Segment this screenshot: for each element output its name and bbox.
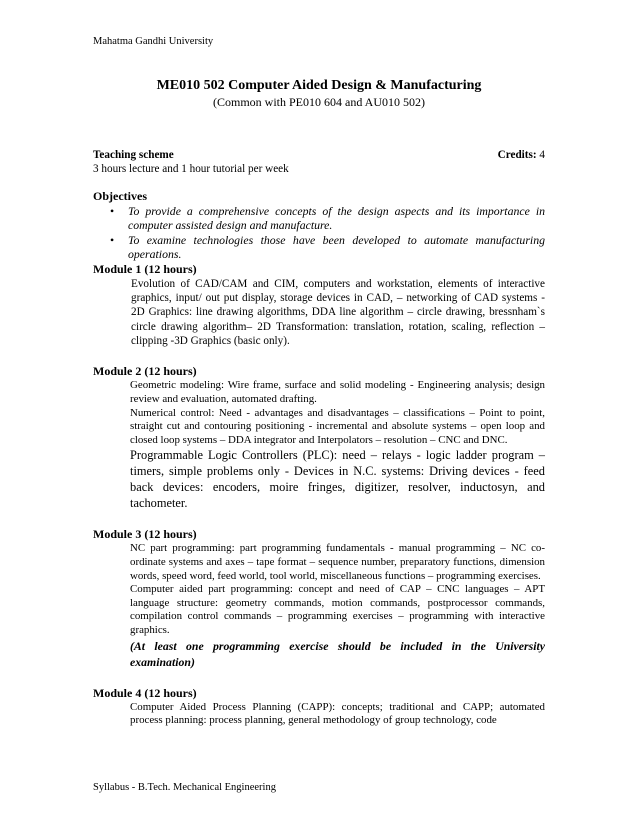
module-2-text-1: Geometric modeling: Wire frame, surface and solid modeling - Engineering analysis; design review and evaluation, automated drafting. [130,379,545,405]
module-3-text-1: NC part programming: part programming fundamentals - manual programming – NC co-ordinate systems and axes – tape format – sequence number, preparatory functions, dimension words, speed word, feed world, tool world, miscellaneous functions – programming exercises. [130,542,545,582]
course-subtitle: (Common with PE010 604 and AU010 502) [213,95,425,109]
bullet-icon: • [110,203,115,218]
module-2-text-2: Numerical control: Need - advantages and disadvantages – classifications – Point to point, straight cut and contouring positioning - incremental and absolute systems – open loop and closed loop systems – DDA integrator and Interpolators – resolution – CNC and DNC. [130,406,545,446]
syllabus-content [93,148,545,728]
module-4-text: Computer Aided Process Planning (CAPP): concepts; traditional and CAPP; automated process planning: process planning, general methodology of group technology, code [130,700,545,727]
teaching-scheme-text: 3 hours lecture and 1 hour tutorial per week [93,163,289,176]
teaching-scheme-row [93,148,545,162]
course-title: ME010 502 Computer Aided Design & Manufacturing [156,78,482,93]
bullet-icon: • [110,232,115,247]
teaching-scheme-label: Teaching scheme [93,149,174,161]
credits [498,148,545,162]
credits-label: Credits: [497,149,537,161]
module-2-text-3: Programmable Logic Controllers (PLC): need – relays - logic ladder program – timers, simple problems only - Devices in N.C. systems: Driving devices - feed back devices: encoders, moire fringes, digitizer, resolver, inductosyn, and tachometer. [130,448,545,511]
module-3-text-2: Computer aided part programming: concept and need of CAP – CNC languages – APT language structure: geometry commands, motion commands, postprocessor commands, compilation control commands – programming exercises – programming with interactive graphics. [130,583,545,636]
credits-value: 4 [539,149,545,161]
page-header: Mahatma Gandhi University [93,36,214,47]
module-2-heading: Module 2 (12 hours) [93,364,197,379]
objectives-list [93,204,545,262]
objective-item: • To examine technologies those have been developed to automate manufacturing operations. [110,232,545,262]
module-1-heading: Module 1 (12 hours) [93,261,197,276]
module-4-heading: Module 4 (12 hours) [93,685,197,700]
module-3-note: (At least one programming exercise should be included in the University examination) [130,638,545,669]
module-3-heading: Module 3 (12 hours) [93,527,197,542]
module-1-text: Evolution of CAD/CAM and CIM, computers and workstation, elements of interactive graphics, input/ out put display, storage devices in CAD, – networking of CAD systems - 2D Graphics: line drawing algorithms, DDA line algorithm – circle drawing, bressnham`s circle drawing algorithm– 2D Transformation: translation, rotation, scaling, reflection – clipping -3D Graphics (basic only). [131,277,545,348]
objective-item: • To provide a comprehensive concepts of the design aspects and its importance in computer assisted design and manufacture. [110,203,545,233]
page-footer: Syllabus - B.Tech. Mechanical Engineering [93,782,276,793]
objectives-heading: Objectives [93,188,147,203]
